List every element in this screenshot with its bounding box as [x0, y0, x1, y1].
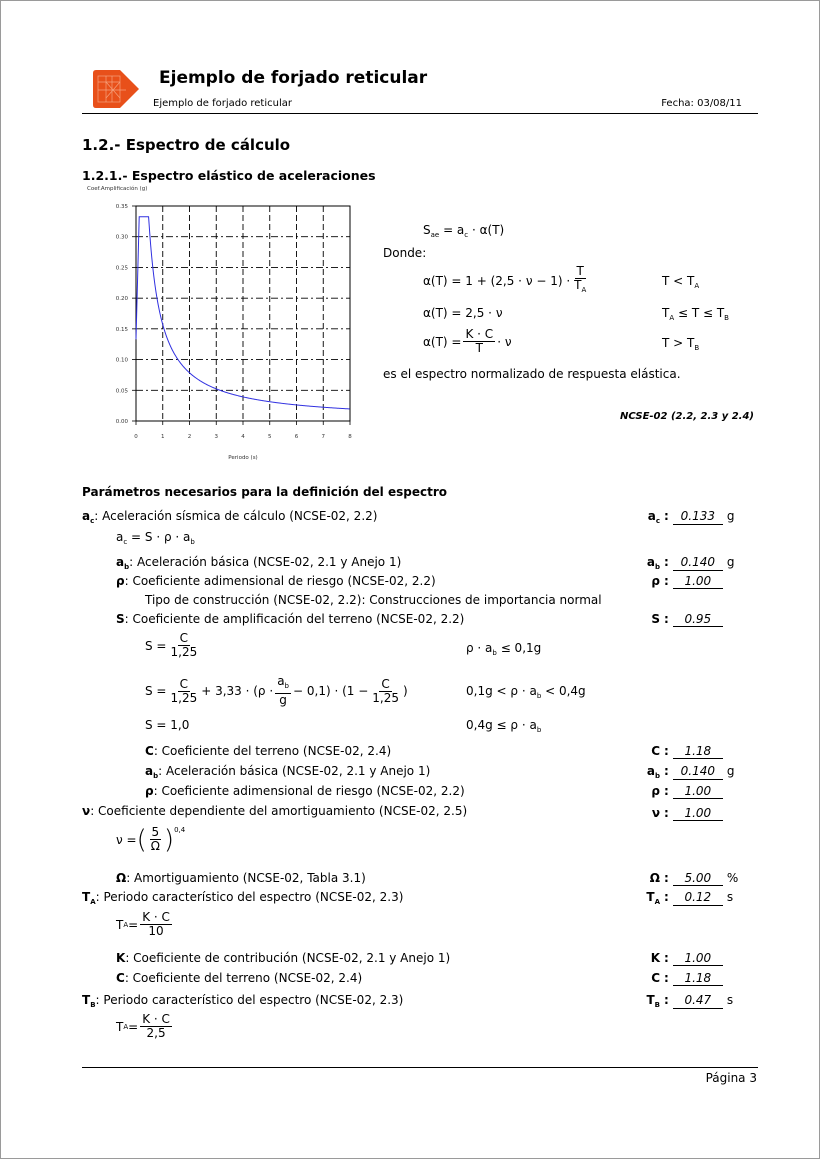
param-K-label: K: Coeficiente de contribución (NCSE-02, 2.1 y Anejo 1) [116, 951, 451, 965]
formula-S-3: S = 1,0 [145, 718, 190, 732]
condition-alpha-1: $T < T_A$ [662, 274, 700, 290]
subsection-title: 1.2.1.- Espectro elástico de aceleraciones [82, 168, 376, 183]
param-C2-value-row: C : 1.18 [620, 971, 727, 986]
cype-logo-icon [92, 68, 142, 110]
param-rho2-value-row: ρ : 1.00 [620, 784, 727, 799]
page-number: Página 3 [705, 1071, 757, 1085]
x-tick-label: 2 [187, 434, 192, 440]
param-omega-value-row: Ω : 5.00 % [649, 871, 739, 885]
formula-alpha-2: α(T) = 2,5 · ν [423, 306, 503, 320]
x-tick-label: 3 [214, 434, 218, 440]
param-rho2-value: 1.00 [673, 784, 723, 799]
x-tick-label: 6 [294, 434, 299, 440]
condition-S-2: $0,1g < \rho \cdot a_b < 0,4g$ [466, 684, 586, 700]
formula-TA: T A = $\frac{K \cdot C}{10}$ [116, 910, 170, 938]
y-tick-label: 0.25 [115, 265, 128, 272]
formula-alpha-3: α(T) = $\frac{K \cdot C}{T}$ · ν [423, 327, 512, 355]
param-ac-value-row: $a_c$ : 0.133 g [647, 509, 735, 525]
document-date: Fecha: 03/08/11 [661, 98, 742, 109]
norm-reference: NCSE-02 (2.2, 2.3 y 2.4) [620, 411, 754, 422]
section-title: 1.2.- Espectro de cálculo [82, 136, 291, 154]
construction-type: Tipo de construcción (NCSE-02, 2.2): Construcciones de importancia normal [145, 593, 602, 607]
header-divider [82, 113, 758, 114]
param-C-label: C: Coeficiente del terreno (NCSE-02, 2.4) [145, 744, 392, 758]
y-tick-label: 0.10 [115, 357, 128, 364]
y-tick-label: 0.15 [115, 326, 128, 333]
param-TB-value: 0.47 [673, 993, 723, 1009]
formula-alpha-1: α(T) = 1 + (2,5 · ν − 1) · $\frac{T}{T_A}$ [423, 264, 587, 294]
param-S-value: 0.95 [673, 612, 723, 627]
param-ab-value-row: $a_b$ : 0.140 g [646, 555, 735, 571]
condition-alpha-3: $T > T_B$ [662, 336, 700, 352]
param-ab2-value: 0.140 [673, 764, 723, 780]
formula-nu: ν = ( $\frac{5}{\Omega}$ ) 0,4 [116, 824, 186, 855]
condition-S-1: $\rho \cdot a_b \le 0,1g$ [466, 641, 542, 657]
formula-ac: $a_c = S \cdot \rho \cdot a_b$ [116, 530, 195, 546]
x-tick-label: 7 [321, 434, 325, 440]
param-S-label: S: Coeficiente de amplificación del terreno (NCSE-02, 2.2) [116, 612, 465, 626]
formula-TB: T A = $\frac{K \cdot C}{2,5}$ [116, 1012, 170, 1040]
param-rho2-label: ρ: Coeficiente adimensional de riesgo (NCSE-02, 2.2) [145, 784, 465, 798]
y-tick-label: 0.05 [115, 388, 128, 395]
param-C-value-row: C : 1.18 [620, 744, 727, 759]
param-omega-value: 5.00 [673, 871, 723, 886]
param-ab2-label: $a_b$: Aceleración básica (NCSE-02, 2.1 y Anejo 1) [145, 764, 431, 780]
param-TA-label: $T_A$: Periodo característico del espectro (NCSE-02, 2.3) [82, 890, 404, 906]
param-ab2-value-row: $a_b$ : 0.140 g [646, 764, 735, 780]
y-tick-label: 0.35 [115, 204, 128, 210]
param-nu-value: 1.00 [673, 806, 723, 821]
y-tick-label: 0.20 [115, 296, 128, 303]
condition-alpha-2: $T_A \le T \le T_B$ [662, 306, 729, 322]
param-ac-value: 0.133 [673, 509, 723, 525]
param-S-value-row: S : 0.95 [620, 612, 727, 627]
param-ab-label: $a_b$: Aceleración básica (NCSE-02, 2.1 y Anejo 1) [116, 555, 402, 571]
params-heading: Parámetros necesarios para la definición del espectro [82, 485, 447, 499]
formula-S-1: S = $\frac{C}{1,25}$ [145, 631, 198, 659]
param-rho-label: ρ: Coeficiente adimensional de riesgo (NCSE-02, 2.2) [116, 574, 436, 588]
y-axis-label: Coef.Amplificación (g) [87, 186, 148, 192]
spectrum-chart [85, 180, 365, 470]
param-C2-label: C: Coeficiente del terreno (NCSE-02, 2.4) [116, 971, 363, 985]
param-TA-value-row: $T_A$ : 0.12 s [646, 890, 734, 906]
param-K-value: 1.00 [673, 951, 723, 966]
param-TB-value-row: $T_B$ : 0.47 s [646, 993, 734, 1009]
param-rho-value-row: ρ : 1.00 [620, 574, 727, 589]
x-tick-label: 5 [268, 434, 272, 440]
document-subtitle: Ejemplo de forjado reticular [153, 98, 292, 109]
param-C-value: 1.18 [673, 744, 723, 759]
footer-divider [82, 1067, 758, 1068]
donde-label: Donde: [383, 246, 427, 260]
param-ab-value: 0.140 [673, 555, 723, 571]
formula-sae: $S_{ae} = a_c \cdot \alpha(T)$ [423, 223, 505, 239]
x-tick-label: 8 [348, 434, 352, 440]
document-title: Ejemplo de forjado reticular [159, 68, 428, 88]
x-axis-label: Periodo (s) [228, 455, 258, 461]
param-rho-value: 1.00 [673, 574, 723, 589]
param-TB-label: $T_B$: Periodo característico del espectro (NCSE-02, 2.3) [82, 993, 404, 1009]
x-tick-label: 4 [241, 434, 245, 440]
param-nu-label: ν: Coeficiente dependiente del amortiguamiento (NCSE-02, 2.5) [82, 804, 468, 818]
param-omega-label: Ω: Amortiguamiento (NCSE-02, Tabla 3.1) [116, 871, 366, 885]
formula-S-2: S = $\frac{C}{1,25}$ + 3,33 · (ρ · $\frac{a_b}{g}$ − 0,1) · (1 − $\frac{C}{1,25}$ ) [145, 674, 408, 707]
normalized-text: es el espectro normalizado de respuesta elástica. [383, 367, 681, 381]
condition-S-3: $0,4g \le \rho \cdot a_b$ [466, 718, 542, 734]
y-tick-label: 0.30 [115, 234, 128, 241]
x-tick-label: 0 [134, 434, 138, 440]
x-tick-label: 1 [161, 434, 165, 440]
param-ac-label: $a_c$: Aceleración sísmica de cálculo (NCSE-02, 2.2) [82, 509, 378, 525]
param-nu-value-row: ν : 1.00 [620, 806, 727, 821]
param-TA-value: 0.12 [673, 890, 723, 906]
param-K-value-row: K : 1.00 [620, 951, 727, 966]
y-tick-label: 0.00 [115, 419, 128, 425]
param-C2-value: 1.18 [673, 971, 723, 986]
